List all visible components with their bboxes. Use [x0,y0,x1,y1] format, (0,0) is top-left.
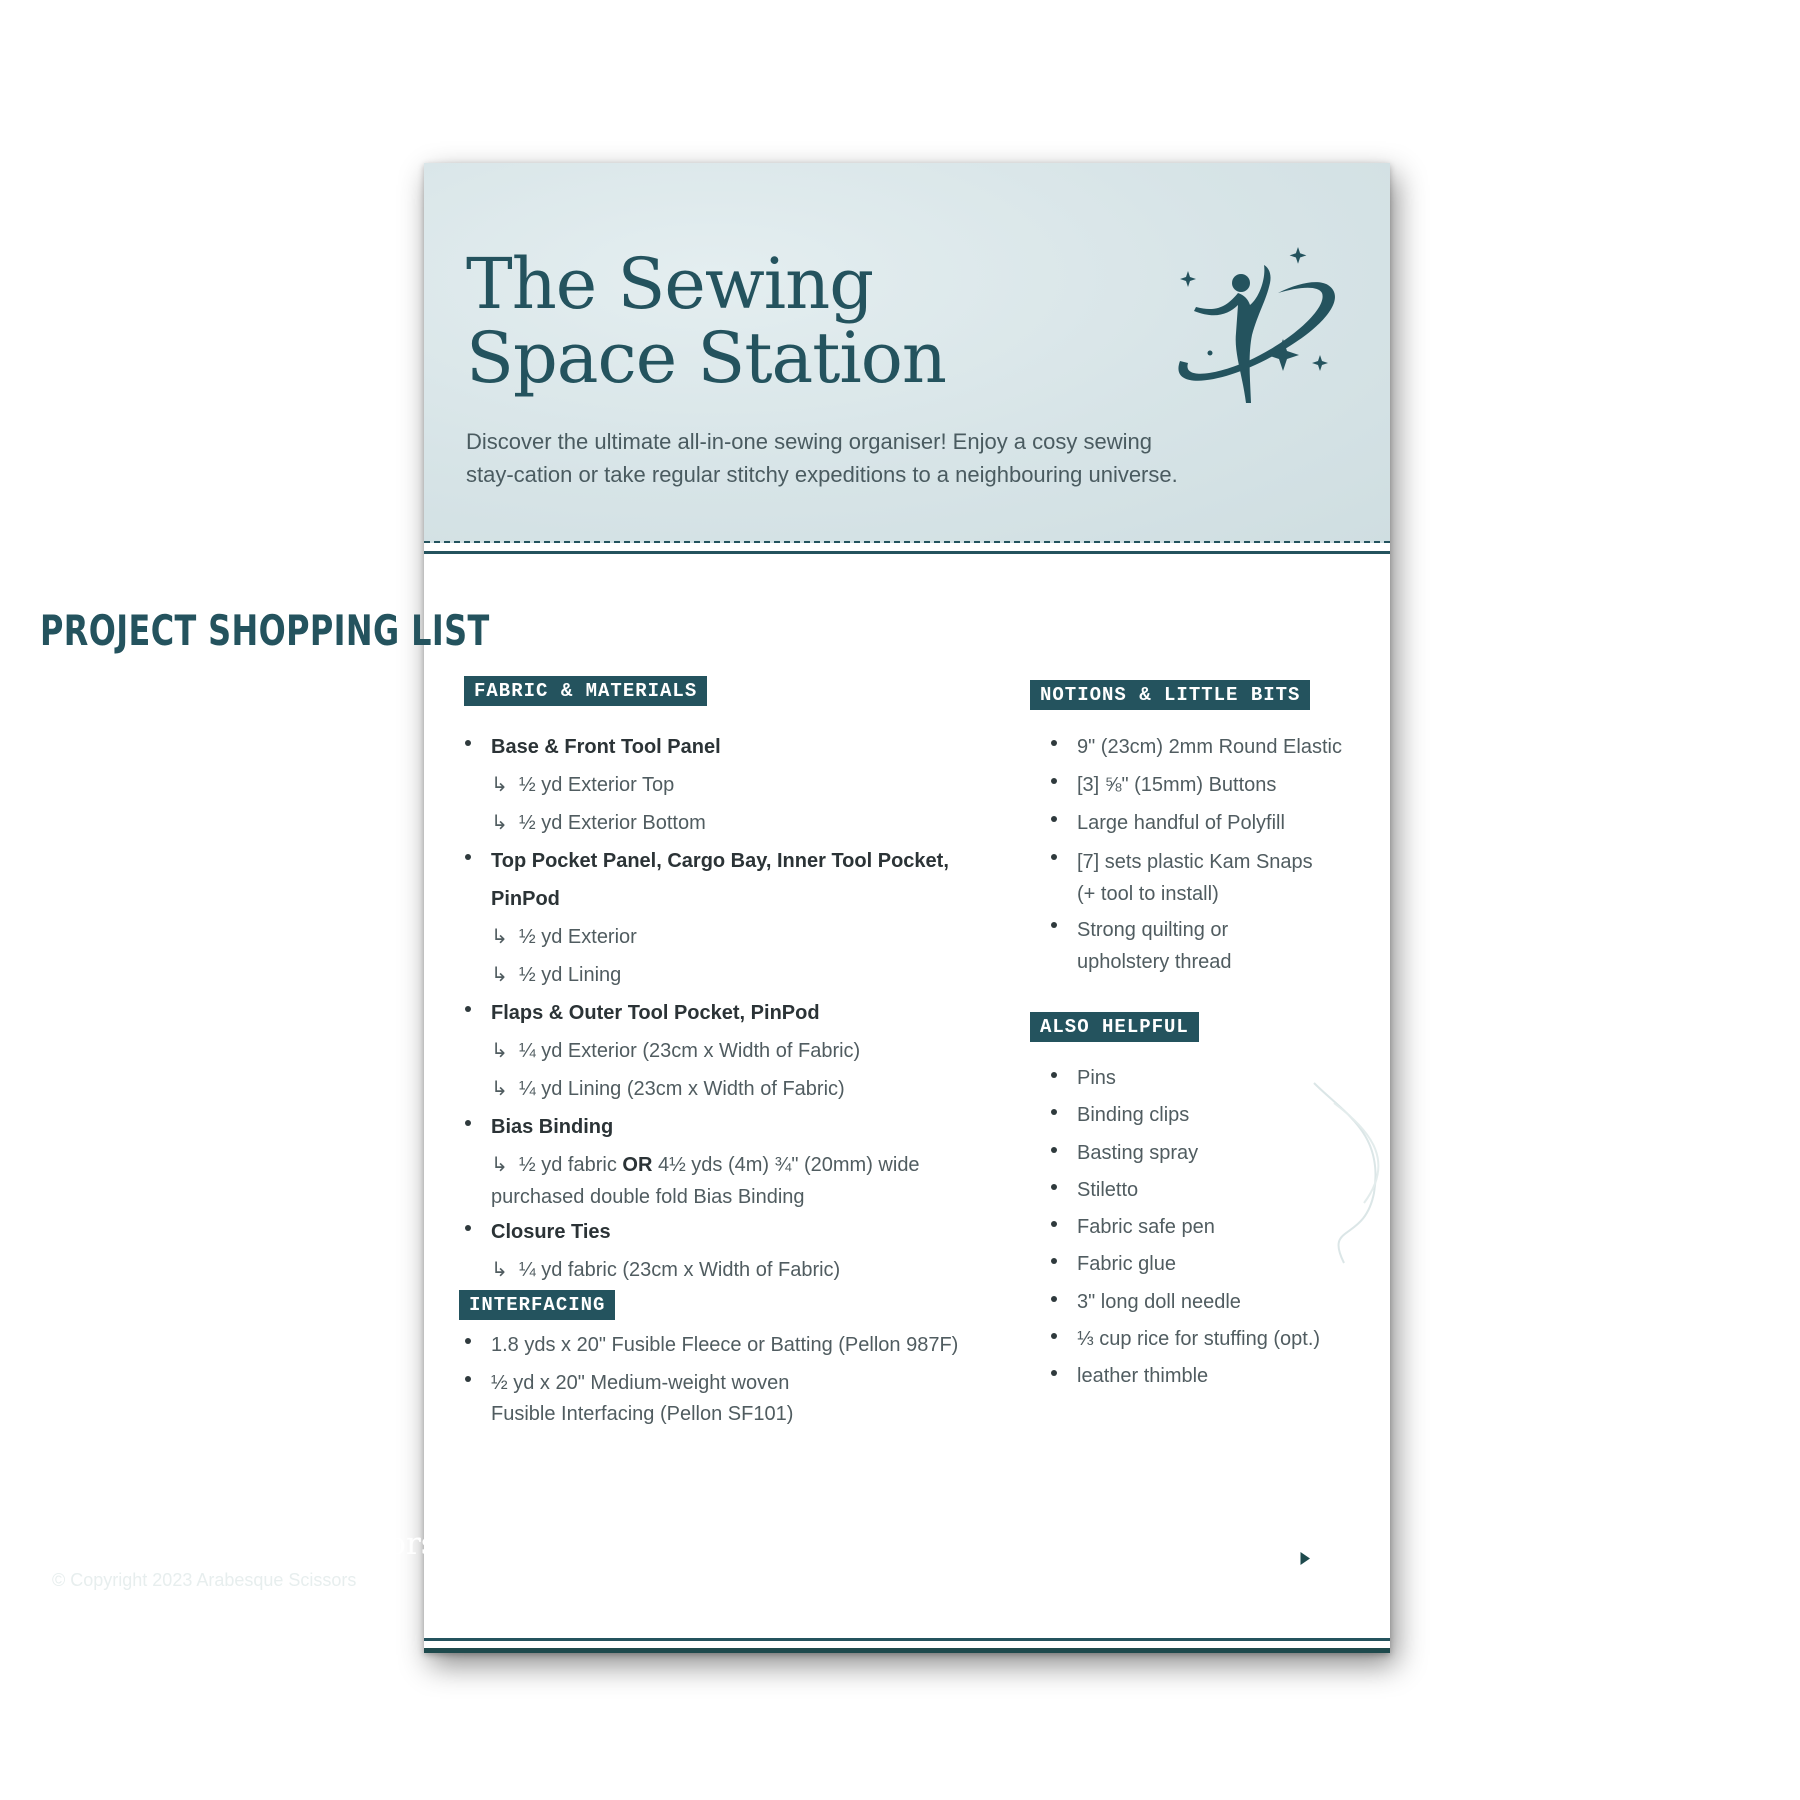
list-item [461,1364,1021,1430]
interfacing-badge: INTERFACING [459,1290,615,1320]
list-item [1047,842,1367,910]
sub-item-label: ½ yd fabric [519,1154,623,1176]
sub-item [461,956,1021,994]
title-line-2: Space Station [466,317,946,399]
list-item-label: Strong quilting or [1077,919,1229,941]
dancer-logo-icon [1158,243,1348,413]
list-item [461,1108,1021,1146]
list-item-label: Large handful of Polyfill [1077,812,1285,834]
youtube-icon[interactable] [1284,1538,1324,1578]
list-item [1047,1097,1367,1134]
list-item-label: Closure Ties [491,1221,611,1243]
list-item-label: 1.8 yds x 20" Fusible Fleece or Batting (Pellon 987F) [491,1334,959,1356]
sub-item [461,1251,1021,1289]
list-item [1047,728,1367,766]
list-item-label: Fabric safe pen [1077,1216,1215,1239]
notions-badge: NOTIONS & LITTLE BITS [1030,680,1310,710]
footer [424,1648,1390,1653]
website-link[interactable]: www.arabesque-scissors.com [52,1526,512,1562]
arrow-icon: ↳ [491,1078,508,1100]
list-item-label: [3] ⅝" (15mm) Buttons [1077,774,1277,796]
sub-item [461,1032,1021,1070]
pinterest-icon[interactable] [1224,1538,1264,1578]
list-item-label: 9" (23cm) 2mm Round Elastic [1077,736,1342,758]
list-item [461,1326,1021,1364]
list-item [1047,804,1367,842]
fabric-materials-badge: FABRIC & MATERIALS [464,676,707,706]
list-item [1047,1209,1367,1246]
sub-item-label: ½ yd Lining [519,964,622,986]
arrow-icon: ↳ [491,964,508,986]
interfacing-list [461,1326,1021,1430]
list-item [461,728,1021,766]
or-label: OR [622,1154,653,1176]
list-item-label: Top Pocket Panel, Cargo Bay, Inner Tool Pocket, PinPod [491,850,949,910]
list-item-label: 3" long doll needle [1077,1290,1241,1313]
list-item [461,842,1021,918]
sub-item [461,1070,1021,1108]
helpful-list [1047,1060,1367,1396]
list-item-label: leather thimble [1077,1365,1209,1388]
list-item-label: (+ tool to install) [1077,883,1219,905]
arrow-icon: ↳ [491,812,508,834]
list-item-label: Stiletto [1077,1178,1139,1201]
sub-item-label: ½ yd Exterior Top [519,774,675,796]
list-item [1047,1246,1367,1283]
sub-item-label: 4½ yds (4m) ¾" (20mm) wide [652,1154,920,1176]
section-title: PROJECT SHOPPING LIST [40,606,490,655]
list-item [461,994,1021,1032]
list-item-label: Pins [1077,1067,1116,1089]
also-helpful-badge: ALSO HELPFUL [1030,1012,1199,1042]
list-item-label: Basting spray [1077,1141,1199,1164]
facebook-icon[interactable] [1166,1538,1206,1578]
list-item [1047,766,1367,804]
dashed-divider [424,541,1390,543]
fabric-list [461,728,1021,1289]
list-item [1047,1135,1367,1172]
copyright-text: © Copyright 2023 Arabesque Scissors [52,1570,357,1590]
list-item-label: ⅓ cup rice for stuffing (opt.) [1077,1328,1321,1351]
intro-text [466,425,1226,491]
arrow-icon: ↳ [491,1259,508,1281]
instagram-icon[interactable] [1108,1538,1148,1578]
sub-item-label: purchased double fold Bias Binding [491,1186,805,1208]
sub-item [461,804,1021,842]
intro-line-2: stay-cation or take regular stitchy expeditions to a neighbouring universe. [466,462,1178,487]
sub-item [461,918,1021,956]
arrow-icon: ↳ [491,774,508,796]
list-item [1047,1172,1367,1209]
intro-line-1: Discover the ultimate all-in-one sewing organiser! Enjoy a cosy sewing [466,429,1152,454]
arrow-icon: ↳ [491,1154,508,1176]
title-line-1: The Sewing [466,243,874,325]
page-title [466,243,1026,399]
list-item [1047,1284,1367,1321]
list-item-label: Fabric glue [1077,1253,1176,1276]
list-item [461,1213,1021,1251]
sub-item-label: ½ yd Exterior [519,926,637,948]
arrow-icon: ↳ [491,1040,508,1062]
notions-list [1047,728,1367,978]
list-item-label: upholstery thread [1077,951,1232,973]
sub-item [461,766,1021,804]
list-item [1047,1358,1367,1395]
arrow-icon: ↳ [491,926,508,948]
list-item-label: Fusible Interfacing (Pellon SF101) [491,1403,794,1425]
footer-divider [424,1638,1390,1641]
sub-item [461,1146,1021,1213]
sub-item-label: ¼ yd Exterior (23cm x Width of Fabric) [519,1040,861,1062]
sub-item-label: ½ yd Exterior Bottom [519,812,706,834]
list-item [1047,910,1367,978]
sub-item-label: ¼ yd Lining (23cm x Width of Fabric) [519,1078,845,1100]
list-item-label: ½ yd x 20" Medium-weight woven [491,1372,790,1394]
list-item-label: Binding clips [1077,1104,1190,1127]
list-item-label: [7] sets plastic Kam Snaps [1077,851,1313,873]
sub-item-label: ¼ yd fabric (23cm x Width of Fabric) [519,1259,841,1281]
list-item-label: Bias Binding [491,1116,614,1138]
list-item [1047,1321,1367,1358]
list-item [1047,1060,1367,1097]
list-item-label: Flaps & Outer Tool Pocket, PinPod [491,1002,820,1024]
list-item-label: Base & Front Tool Panel [491,736,721,758]
